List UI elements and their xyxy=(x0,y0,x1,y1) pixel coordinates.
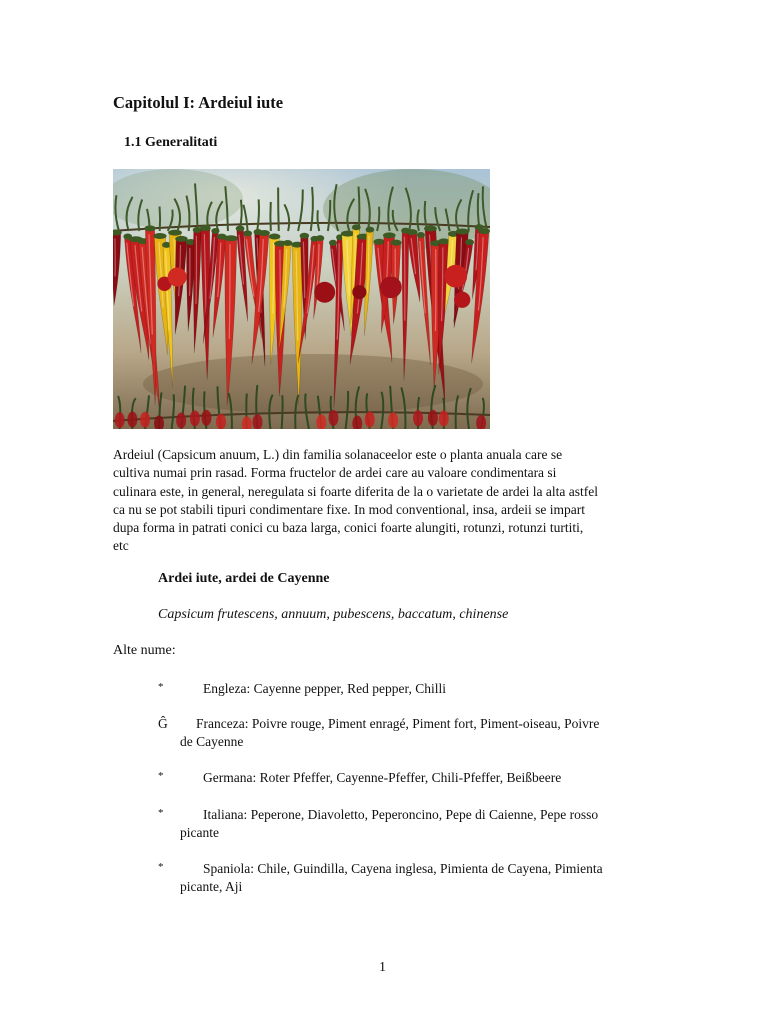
bullet-icon: * xyxy=(158,770,164,782)
bullet-icon: * xyxy=(158,807,164,819)
alt-name-continuation: de Cayenne xyxy=(180,734,244,749)
latin-names: Capsicum frutescens, annuum, pubescens, baccatum, chinense xyxy=(158,607,509,622)
section-title: 1.1 Generalitati xyxy=(124,135,218,150)
alt-name-line: Franceza: Poivre rouge, Piment enragé, Piment fort, Piment-oiseau, Poivre xyxy=(196,716,600,731)
alt-name-continuation: picante xyxy=(180,825,219,840)
intro-line: Ardeiul (Capsicum anuum, L.) din familia solanaceelor este o planta anuala care se xyxy=(113,447,563,462)
intro-paragraph xyxy=(113,446,673,556)
alt-name-line: Spaniola: Chile, Guindilla, Cayena inglesa, Pimienta de Cayena, Pimienta xyxy=(203,861,603,876)
intro-line: etc xyxy=(113,538,129,554)
alt-name-line: Italiana: Peperone, Diavoletto, Peperoncino, Pepe di Caienne, Pepe rosso xyxy=(203,807,599,822)
page-number: 1 xyxy=(379,960,386,975)
intro-line: ca nu se pot stabili tipuri condimentare fixe. In mod conventional, insa, ardeii se impart xyxy=(113,501,585,517)
alt-name-line: Engleza: Cayenne pepper, Red pepper, Chilli xyxy=(203,681,446,696)
chapter-title: Capitolul I: Ardeiul iute xyxy=(113,93,284,112)
intro-line: dupa forma in patrati conici cu baza larga, conici foarte alungiti, rotunzi, rotunzi turtiti, xyxy=(113,520,584,536)
intro-line: cultiva numai prin rasad. Forma fructelor de ardei care au valoare condimentara si xyxy=(113,465,557,481)
alt-name-continuation: picante, Aji xyxy=(180,879,243,894)
alt-name-line: Germana: Roter Pfeffer, Cayenne-Pfeffer, Chili-Pfeffer, Beißbeere xyxy=(203,770,562,785)
subheading: Ardei iute, ardei de Cayenne xyxy=(158,571,330,586)
bullet-icon: * xyxy=(158,861,164,873)
alt-names-label: Alte nume: xyxy=(113,643,176,658)
chili-peppers-photo xyxy=(113,169,490,429)
bullet-icon: * xyxy=(158,681,164,693)
bullet-icon: Ĝ xyxy=(158,716,168,731)
intro-line: culinara este, in general, neregulata si foarte diferita de la o varietate de ardei la alta astfel xyxy=(113,483,598,499)
